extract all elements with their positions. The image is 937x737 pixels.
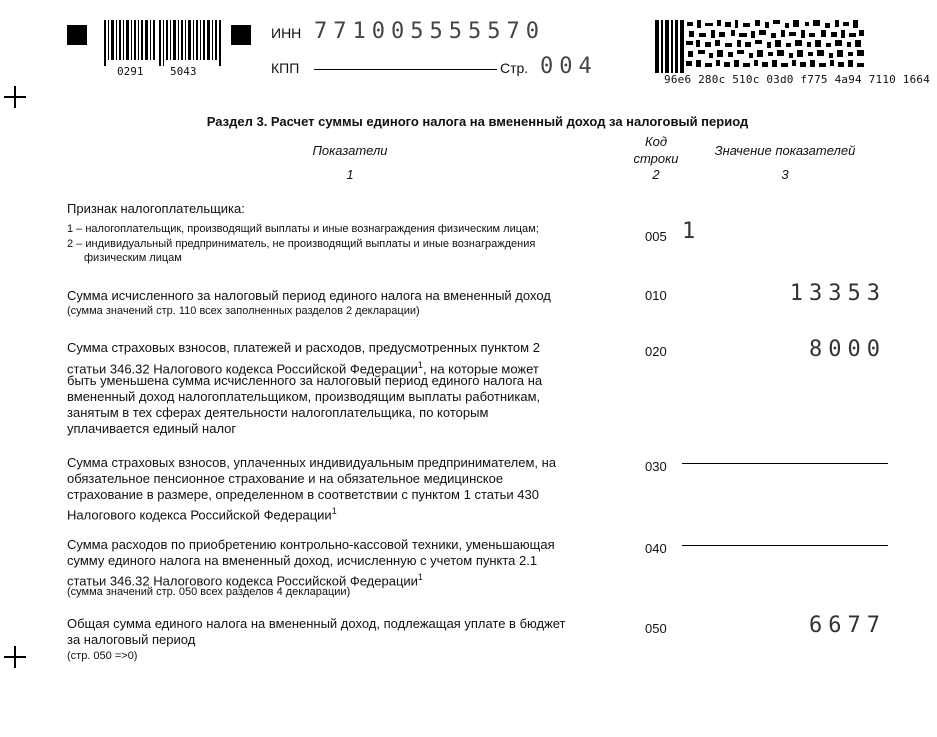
row-030-line-4-text: Налогового кодекса Российской Федерации: [67, 507, 332, 523]
row-005-title: Признак налогоплательщика:: [67, 201, 245, 216]
row-020-line-4: вмененный доход налогоплательщиком, производящим выплаты работникам,: [67, 389, 541, 404]
row-020-line-5: занятым в тех сферах деятельности налогоплательщика, по которым: [67, 405, 489, 420]
kpp-value-empty-line: [314, 69, 497, 70]
column-number-1: 1: [346, 167, 354, 182]
row-030-line-1: Сумма страховых взносов, уплаченных индивидуальным предпринимателем, на: [67, 455, 557, 470]
barcode-right-text: 96e6 280c 510c 03d0 f775 4a94 7110 1664: [664, 73, 931, 86]
row-010-title: Сумма исчисленного за налоговый период единого налога на вмененный доход: [67, 288, 551, 303]
row-005-option-2: 2 – индивидуальный предприниматель, не производящий выплаты и иные вознаграждения: [67, 238, 536, 250]
row-005-code: 005: [645, 229, 667, 244]
row-040-line-2: сумму единого налога на вмененный доход, исчисленную с учетом пункта 2.1: [67, 553, 538, 568]
row-050-code: 050: [645, 621, 667, 636]
inn-value: 771005555570: [314, 19, 545, 44]
row-030-line-4: [67, 503, 337, 524]
row-020-line-2-text: статьи 346.32 Налогового кодекса Российской Федерации: [67, 361, 418, 377]
row-030-footnote-mark: 1: [331, 506, 337, 516]
row-040-code: 040: [645, 541, 667, 556]
registration-cross-top: [4, 86, 26, 108]
column-number-2: 2: [652, 167, 660, 182]
row-040-note: (сумма значений стр. 050 всех разделов 4 декларации): [67, 586, 351, 598]
row-050-note: (стр. 050 =>0): [67, 650, 138, 662]
corner-marker-left: [67, 25, 87, 45]
column-header-code-line2: строки: [633, 151, 679, 166]
row-020-line-2-tail: , на которые может: [422, 361, 539, 377]
row-020-line-1: Сумма страховых взносов, платежей и расходов, предусмотренных пунктом 2: [67, 340, 540, 355]
row-030-line-2: обязательное пенсионное страхование и на обязательное медицинское: [67, 471, 504, 486]
row-050-value[interactable]: 6677: [809, 613, 886, 638]
row-030-value-empty-line[interactable]: [682, 463, 888, 464]
column-header-value: Значение показателей: [714, 143, 856, 158]
kpp-label: КПП: [271, 60, 300, 76]
row-040-line-1: Сумма расходов по приобретению контрольно-кассовой техники, уменьшающая: [67, 537, 555, 552]
row-020-value[interactable]: 8000: [809, 337, 886, 362]
page-number: 004: [540, 54, 598, 79]
row-010-note: (сумма значений стр. 110 всех заполненных разделов 2 декларации): [67, 305, 420, 317]
section-title: Раздел 3. Расчет суммы единого налога на вмененный доход за налоговый период: [206, 114, 749, 129]
row-040-line-3-text: статьи 346.32 Налогового кодекса Российской Федерации: [67, 573, 418, 589]
row-020-footnote-mark: 1: [417, 360, 423, 370]
row-005-option-2-cont: физическим лицам: [84, 252, 182, 264]
column-number-3: 3: [781, 167, 789, 182]
row-030-line-3: страхование в размере, определенном в соответствии с пунктом 1 статьи 430: [67, 487, 539, 502]
row-020-code: 020: [645, 344, 667, 359]
row-010-code: 010: [645, 288, 667, 303]
row-020-line-6: уплачивается единый налог: [67, 421, 237, 436]
row-050-line-1: Общая сумма единого налога на вмененный доход, подлежащая уплате в бюджет: [67, 616, 566, 631]
row-040-value-empty-line[interactable]: [682, 545, 888, 546]
row-010-value[interactable]: 13353: [789, 281, 886, 306]
row-050-line-2: за налоговый период: [67, 632, 196, 647]
corner-marker-middle: [231, 25, 251, 45]
row-005-value[interactable]: 1: [682, 219, 702, 244]
column-header-indicators: Показатели: [312, 143, 388, 158]
page-label: Стр.: [500, 60, 529, 76]
row-020-line-3: быть уменьшена сумма исчисленного за налоговый период единого налога на: [67, 373, 543, 388]
row-040-footnote-mark: 1: [417, 572, 423, 582]
datamatrix-barcode-icon: [655, 20, 867, 73]
registration-cross-bottom: [4, 646, 26, 668]
barcode-left-number-1: 0291: [117, 65, 144, 78]
barcode-left-icon: [104, 20, 222, 66]
barcode-left-number-2: 5043: [170, 65, 197, 78]
row-005-option-1: 1 – налогоплательщик, производящий выплаты и иные вознаграждения физическим лицам;: [67, 223, 539, 235]
inn-label: ИНН: [271, 25, 302, 41]
column-header-code-line1: Код: [644, 134, 668, 149]
row-030-code: 030: [645, 459, 667, 474]
